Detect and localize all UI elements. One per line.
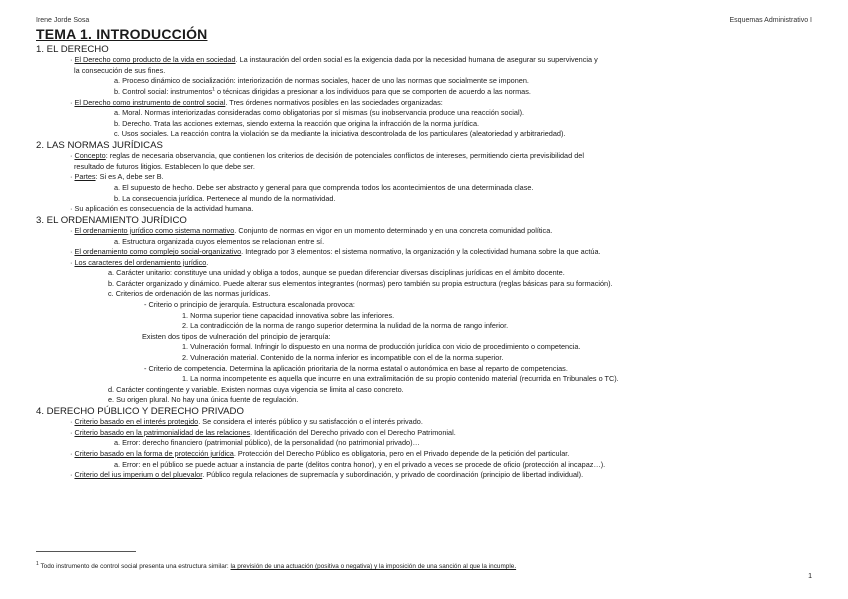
list-item: 2. La contradicción de la norma de rango superior determina la nulidad de la norma de rango inferior. [182,321,509,331]
list-item: 2. Vulneración material. Contenido de la norma inferior es incompatible con el de la norma superior. [182,353,504,363]
list-item: a. Moral. Normas interiorizadas consideradas como obligatorias por sí mismas (su inobservancia produce una reacción social). [114,108,525,118]
page-title: TEMA 1. INTRODUCCIÓN [36,26,208,42]
list-item: · Criterio basado en la patrimonialidad de las relaciones. Identificación del Derecho privado con el Derecho Patrimonial. [70,427,456,437]
list-item: a. Proceso dinámico de socialización: interiorización de normas sociales, hacer de uno las normas que socialmente se imponen. [114,76,529,86]
section-1-heading: 1. EL DERECHO [36,44,109,55]
list-item: a. Carácter unitario: constituye una unidad y obliga a todos, aunque se puedan diferenciar diversas disciplinas jurídicas en el ámbito docente. [108,268,565,278]
section-4-heading: 4. DERECHO PÚBLICO Y DERECHO PRIVADO [36,406,244,418]
list-item: a. Estructura organizada cuyos elementos se relacionan entre sí. [114,236,325,246]
list-item: a. Error: en el público se puede actuar a instancia de parte (delitos contra honor), y en el privado a veces se procede de oficio (protección al incapaz…). [114,459,606,469]
list-item: c. Criterios de ordenación de las normas jurídicas. [108,289,271,299]
list-item: 1. Norma superior tiene capacidad innovativa sobre las inferiores. [182,310,395,320]
list-item-continuation: la consecución de sus fines. [74,65,166,75]
footnote-ref[interactable]: 1 [212,86,215,93]
list-item: b. Derecho. Trata las acciones externas, siendo externa la reacción que origina la infracción de la norma jurídica. [114,118,480,128]
list-item: · Su aplicación es consecuencia de la actividad humana. [70,204,254,214]
footnote-divider [36,551,136,552]
list-item: · Partes: Si es A, debe ser B. [70,172,164,182]
list-item: · Concepto: reglas de necesaria observancia, que contienen los criterios de decisión de potenciales conflictos de intereses, permitiendo cierta previsibilidad del [70,151,584,161]
list-item: 1. Vulneración formal. Infringir lo dispuesto en una norma de producción jurídica con vicio de procedimiento o competencia. [182,342,581,352]
list-item: 1. La norma incompetente es aquella que incurre en una extralimitación de su propio contenido material (recurrida en Tribunales o TC). [182,374,619,384]
page-number: 1 [808,573,812,580]
list-item: Existen dos tipos de vulneración del principio de jerarquía: [142,331,331,341]
list-item-continuation: resultado de futuros litigios. Establecen lo que debe ser. [74,161,255,171]
header-subject: Esquemas Administrativo I [729,17,812,24]
list-item: d. Carácter contingente y variable. Existen normas cuya vigencia se limita al caso concreto. [108,384,404,394]
list-item: e. Su origen plural. No hay una única fuente de regulación. [108,395,299,405]
document-body [36,44,816,481]
list-item: · Los caracteres del ordenamiento jurídico. [70,257,209,267]
section-2-heading: 2. LAS NORMAS JURÍDICAS [36,139,163,151]
list-item: b. Control social: instrumentos$^1$ o técnicas dirigidas a presionar a los individuos para que se comporten de acuerdo a las normas. [114,86,531,96]
header-author: Irene Jorde Sosa [36,17,90,24]
list-item: - Criterio de competencia. Determina la aplicación prioritaria de la norma estatal o autonómica en base al reparto de competencias. [144,363,568,373]
list-item: · El ordenamiento jurídico como sistema normativo. Conjunto de normas en vigor en un momento determinado y en una concreta comunidad política. [70,225,553,235]
footnote: $^1$ Todo instrumento de control social presenta una estructura similar: la previsión de una actuación (positiva o negativa) y la imposición de una sanción al que la incumple. [36,560,517,570]
section-3-heading: 3. EL ORDENAMIENTO JURÍDICO [36,214,187,226]
list-item: · Criterio basado en el interés protegido. Se considera el interés público y su satisfacción o el interés privado. [70,417,423,427]
list-item: b. La consecuencia jurídica. Pertenece al mundo de la normatividad. [114,193,336,203]
list-item: · El Derecho como producto de la vida en sociedad. La instauración del orden social es la exigencia dada por la necesidad humana de asegurar su supervivencia y [70,55,598,65]
list-item: · Criterio basado en la forma de protección jurídica. Protección del Derecho Público es obligatoria, pero en el Privado depende de la petición del particular. [70,449,570,458]
list-item: a. El supuesto de hecho. Debe ser abstracto y general para que comprenda todos los acontecimientos de una determinada clase. [114,182,534,192]
list-item: · El Derecho como instrumento de control social. Tres órdenes normativos posibles en las sociedades organizadas: [70,97,443,107]
list-item: - Criterio o principio de jerarquía. Estructura escalonada provoca: [144,300,355,310]
list-item: c. Usos sociales. La reacción contra la violación se da mediante la iniciativa descontrolada de los particulares (aleatoriedad y arbitrariedad). [114,129,566,139]
list-item: · Criterio del ius imperium o del pluevalor. Público regula relaciones de supremacía y subordinación, y privado de coordinación (principio de libertad individual). [70,470,584,480]
list-item: · El ordenamiento como complejo social-organizativo. Integrado por 3 elementos: el sistema normativo, la organización y la colectividad humana sobre la que actúa. [70,247,601,257]
list-item: a. Error: derecho financiero (patrimonial público), de la personalidad (no patrimonial privado)… [114,438,420,448]
list-item: b. Carácter organizado y dinámico. Puede alterar sus elementos integrantes (normas) pero también su propia estructura (reglas básicas para su formación). [108,278,613,288]
